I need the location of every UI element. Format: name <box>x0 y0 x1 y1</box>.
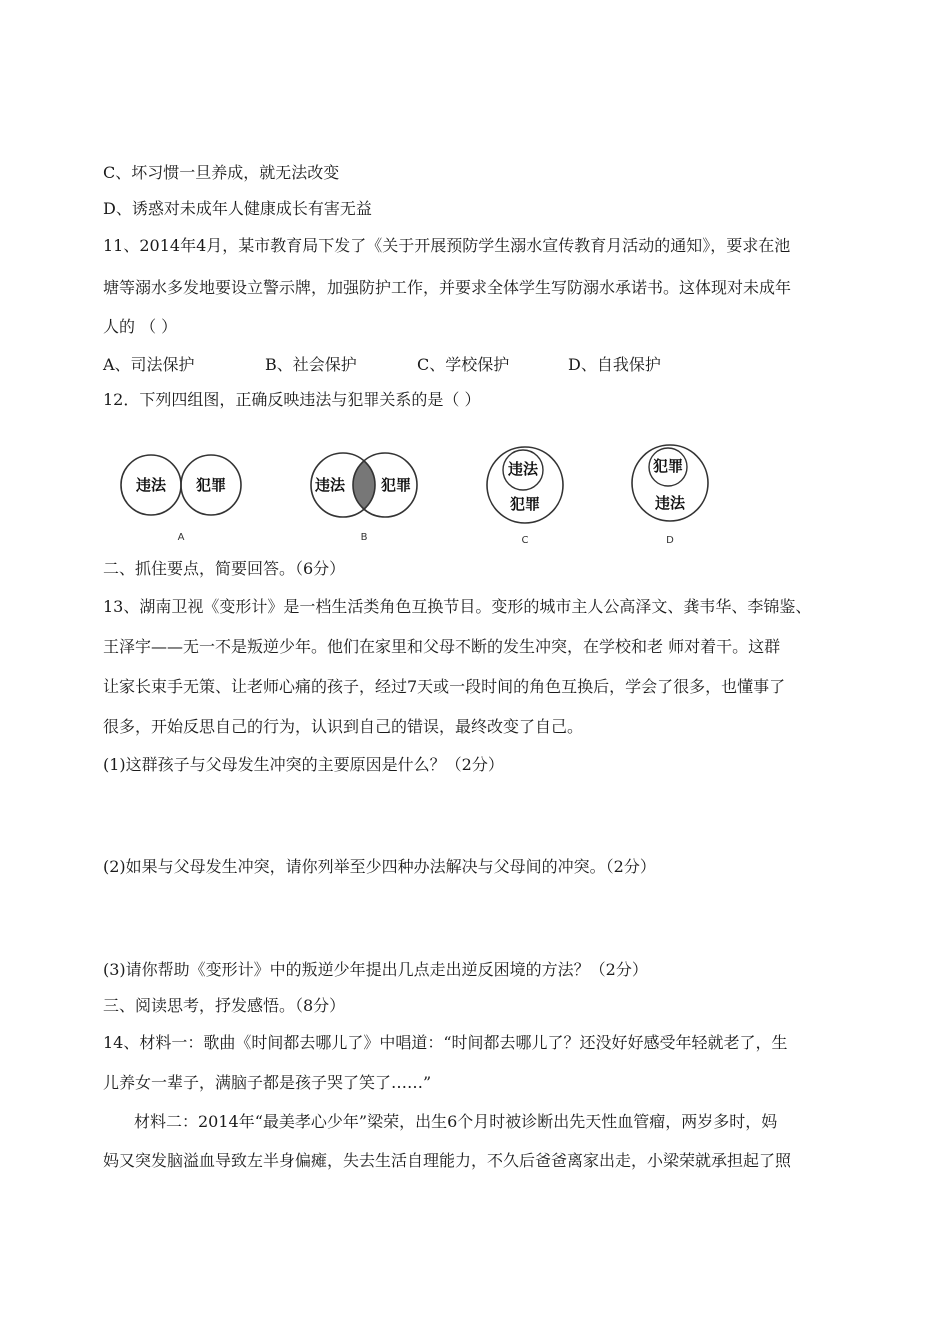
label-weifa: 违法 <box>135 476 167 494</box>
question-14-line-3: 材料二：2014年“最美孝心少年”梁荣，出生6个月时被诊断出先天性血管瘤，两岁多时，妈 <box>134 1112 778 1131</box>
question-13-line-4: 很多，开始反思自己的行为，认识到自己的错误，最终改变了自己。 <box>103 717 584 736</box>
label-weifa: 违法 <box>507 460 539 478</box>
option-d-q10: D、诱惑对未成年人健康成长有害无益 <box>103 199 372 218</box>
label-fanzui: 犯罪 <box>509 495 541 513</box>
question-13-line-3: 让家长束手无策、让老师心痛的孩子，经过7天或一段时间的角色互换后，学会了很多，也懂事了 <box>103 677 786 696</box>
option-d: D、自我保护 <box>568 355 661 374</box>
section-3-heading: 三、阅读思考，抒发感悟。（8分） <box>103 996 346 1015</box>
option-c-q10: C、坏习惯一旦养成，就无法改变 <box>103 163 340 182</box>
diagram-label-a: A <box>177 532 185 543</box>
diagram-label-b: B <box>360 532 368 543</box>
question-13-sub-3: (3)请你帮助《变形计》中的叛逆少年提出几点走出逆反困境的方法？（2分） <box>103 960 648 979</box>
question-13-sub-1: (1)这群孩子与父母发生冲突的主要原因是什么？（2分） <box>103 755 504 774</box>
question-14-line-1: 14、材料一：歌曲《时间都去哪儿了》中唱道：“时间都去哪儿了？还没好好感受年轻就老了，生 <box>103 1033 788 1052</box>
option-b: B、社会保护 <box>265 355 357 374</box>
option-a: A、司法保护 <box>103 355 195 374</box>
question-13-line-2: 王泽宇——无一不是叛逆少年。他们在家里和父母不断的发生冲突，在学校和老 师对着干。这群 <box>103 637 781 656</box>
question-11-line-2: 塘等溺水多发地要设立警示牌，加强防护工作，并要求全体学生写防溺水承诺书。这体现对未成年 <box>103 278 792 297</box>
question-11-options <box>103 355 803 375</box>
section-2-heading: 二、抓住要点，简要回答。（6分） <box>103 559 346 578</box>
label-fanzui: 犯罪 <box>195 476 227 494</box>
diagram-a <box>118 410 258 550</box>
diagram-c <box>475 410 575 550</box>
question-13-sub-2: (2)如果与父母发生冲突，请你列举至少四种办法解决与父母间的冲突。（2分） <box>103 857 656 876</box>
diagram-label-d: D <box>666 535 674 546</box>
label-weifa: 违法 <box>314 476 346 494</box>
question-14-line-4: 妈又突发脑溢血导致左半身偏瘫，失去生活自理能力，不久后爸爸离家出走，小梁荣就承担起了照 <box>103 1151 792 1170</box>
option-c: C、学校保护 <box>417 355 510 374</box>
diagram-b <box>300 410 430 550</box>
question-14-line-2: 儿养女一辈子，满脑子都是孩子哭了笑了……” <box>103 1073 432 1092</box>
question-11-line-3: 人的 （ ） <box>103 317 178 336</box>
question-11-line-1: 11、2014年4月，某市教育局下发了《关于开展预防学生溺水宣传教育月活动的通知》，要求在池 <box>103 236 791 255</box>
label-weifa: 违法 <box>654 494 686 512</box>
diagram-d <box>622 410 722 550</box>
diagram-label-c: C <box>521 535 529 546</box>
label-fanzui: 犯罪 <box>380 476 412 494</box>
question-13-line-1: 13、湖南卫视《变形计》是一档生活类角色互换节目。变形的城市主人公高泽文、龚韦华、李锦鉴、 <box>103 597 812 616</box>
label-fanzui: 犯罪 <box>652 457 684 475</box>
question-12: 12．下列四组图，正确反映违法与犯罪关系的是（ ） <box>103 390 481 409</box>
